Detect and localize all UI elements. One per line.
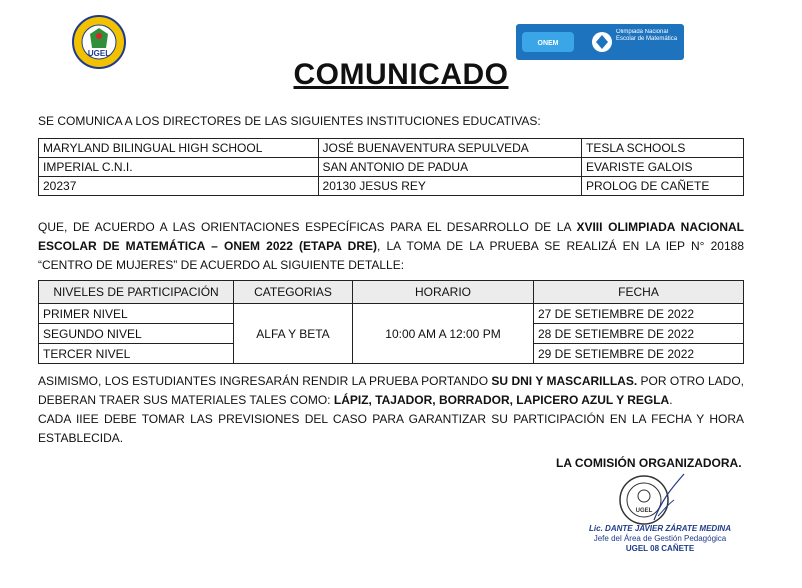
level-cell: TERCER NIVEL xyxy=(39,344,234,364)
date-cell: 29 DE SETIEMBRE DE 2022 xyxy=(534,344,744,364)
paragraph-closing: CADA IIEE DEBE TOMAR LAS PREVISIONES DEL CASO PARA GARANTIZAR SU PARTICIPACIÓN EN LA FECHA Y HORA ESTABLECIDA. xyxy=(38,412,744,445)
signatory-name: Lic. DANTE JAVIER ZÁRATE MEDINA xyxy=(589,524,731,533)
column-header: CATEGORIAS xyxy=(234,281,353,304)
onem-logo xyxy=(516,24,684,60)
details-table xyxy=(38,280,744,364)
onem-logo-title: Olimpiada Nacional Escolar de Matemática xyxy=(616,29,678,42)
school-cell: SAN ANTONIO DE PADUA xyxy=(318,158,581,177)
seal-text: UGEL xyxy=(635,508,653,514)
school-cell: TESLA SCHOOLS xyxy=(581,139,743,158)
column-header: NIVELES DE PARTICIPACIÓN xyxy=(39,281,234,304)
paragraph-text: POR OTRO LADO, DEBERAN TRAER SUS MATERIALES TALES COMO: xyxy=(38,374,744,407)
school-cell: MARYLAND BILINGUAL HIGH SCHOOL xyxy=(39,139,319,158)
paragraph-announcement xyxy=(38,218,744,275)
commission-signature: LA COMISIÓN ORGANIZADORA. xyxy=(556,456,742,470)
page-title: COMUNICADO xyxy=(293,58,509,91)
schools-table xyxy=(38,138,744,196)
category-cell: ALFA Y BETA xyxy=(234,304,353,364)
required-documents: SU DNI Y MASCARILLAS. xyxy=(491,374,638,388)
table-row xyxy=(39,158,744,177)
date-cell: 28 DE SETIEMBRE DE 2022 xyxy=(534,324,744,344)
paragraph-text: ASIMISMO, LOS ESTUDIANTES INGRESARÁN RENDIR LA PRUEBA PORTANDO xyxy=(38,374,492,388)
column-header: FECHA xyxy=(534,281,744,304)
olympiad-name: XVIII OLIMPIADA NACIONAL ESCOLAR DE MATEMÁTICA – ONEM 2022 (ETAPA DRE) xyxy=(38,220,745,253)
school-cell: IMPERIAL C.N.I. xyxy=(39,158,319,177)
school-cell: PROLOG DE CAÑETE xyxy=(581,177,743,196)
level-cell: PRIMER NIVEL xyxy=(39,304,234,324)
intro-text: SE COMUNICA A LOS DIRECTORES DE LAS SIGUIENTES INSTITUCIONES EDUCATIVAS: xyxy=(38,114,541,128)
paragraph-text: , LA TOMA DE LA PRUEBA SE REALIZÁ EN LA IEP N° 20188 “CENTRO DE MUJERES” DE ACUERDO AL SIGUIENTE DETALLE: xyxy=(38,239,745,272)
official-seal xyxy=(614,470,686,530)
paragraph-text: . xyxy=(669,393,673,407)
signatory-block xyxy=(560,524,760,554)
ugel-logo-text: UGEL xyxy=(87,49,111,58)
signatory-role: Jefe del Área de Gestión Pedagógica xyxy=(593,534,727,543)
school-cell: 20130 JESUS REY xyxy=(318,177,581,196)
schedule-cell: 10:00 AM A 12:00 PM xyxy=(353,304,534,364)
school-cell: 20237 xyxy=(39,177,319,196)
svg-text:ONEM: ONEM xyxy=(537,40,559,47)
signatory-organization: UGEL 08 CAÑETE xyxy=(625,544,695,553)
paragraph-requirements xyxy=(38,372,744,410)
school-cell: EVARISTE GALOIS xyxy=(581,158,743,177)
level-cell: SEGUNDO NIVEL xyxy=(39,324,234,344)
required-materials: LÁPIZ, TAJADOR, BORRADOR, LAPICERO AZUL Y REGLA xyxy=(333,393,670,407)
table-row xyxy=(39,177,744,196)
school-cell: JOSÉ BUENAVENTURA SEPULVEDA xyxy=(318,139,581,158)
table-header-row xyxy=(39,281,744,304)
paragraph-text: QUE, DE ACUERDO A LAS ORIENTACIONES ESPECÍFICAS PARA EL DESARROLLO DE LA xyxy=(38,220,577,234)
column-header: HORARIO xyxy=(353,281,534,304)
table-row xyxy=(39,139,744,158)
table-row xyxy=(39,304,744,324)
date-cell: 27 DE SETIEMBRE DE 2022 xyxy=(534,304,744,324)
